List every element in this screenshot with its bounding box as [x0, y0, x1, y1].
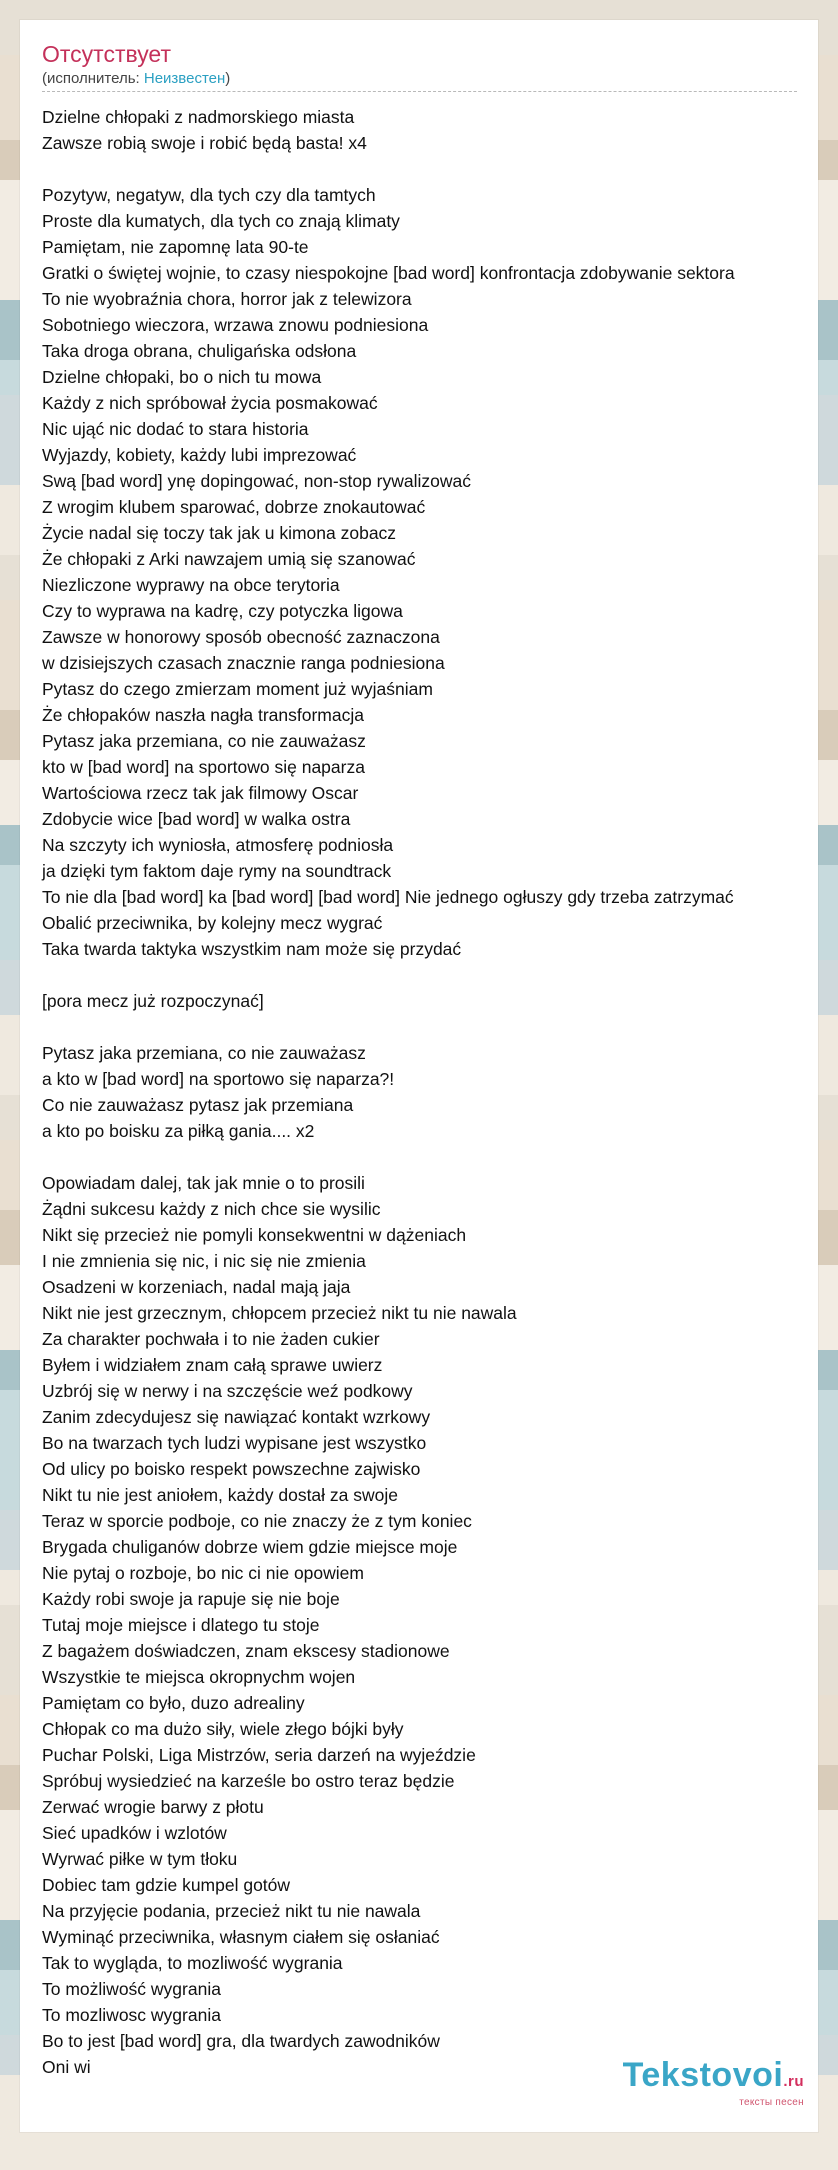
lyric-line: [pora mecz już rozpoczynać]: [42, 991, 264, 1011]
lyric-line: Gratki o świętej wojnie, to czasy niespokojne [bad word] konfrontacja zdobywanie sektora: [42, 263, 735, 283]
lyric-line: Wartościowa rzecz tak jak filmowy Oscar: [42, 783, 359, 803]
lyric-line: Życie nadal się toczy tak jak u kimona zobacz: [42, 523, 397, 543]
lyric-blank-line: [42, 1144, 818, 1170]
lyric-line: Wszystkie te miejsca okropnychm wojen: [42, 1667, 356, 1687]
lyric-line: Proste dla kumatych, dla tych co znają klimaty: [42, 211, 400, 231]
lyric-line: Dobiec tam gdzie kumpel gotów: [42, 1875, 291, 1895]
lyric-line: a kto w [bad word] na sportowo się naparza?!: [42, 1069, 395, 1089]
logo-main-text: Tekstovoi: [622, 2056, 784, 2094]
lyric-line: Byłem i widziałem znam całą sprawe uwierz: [42, 1355, 383, 1375]
lyric-line: w dzisiejszych czasach znacznie ranga podniesiona: [42, 653, 445, 673]
lyric-line: I nie zmnienia się nic, i nic się nie zmienia: [42, 1251, 366, 1271]
lyric-line: Tutaj moje miejsce i dlatego tu stoje: [42, 1615, 320, 1635]
lyric-line: Chłopak co ma dużo siły, wiele złego bójki były: [42, 1719, 404, 1739]
lyric-line: Wyrwać piłke w tym tłoku: [42, 1849, 238, 1869]
lyric-line: Swą [bad word] ynę dopingować, non-stop rywalizować: [42, 471, 471, 491]
lyric-line: Nikt się przecież nie pomyli konsekwentni w dążeniach: [42, 1225, 467, 1245]
lyric-line: Zawsze w honorowy sposób obecność zaznaczona: [42, 627, 440, 647]
lyric-line: Zanim zdecydujesz się nawiązać kontakt wzrkowy: [42, 1407, 431, 1427]
lyric-line: Sobotniego wieczora, wrzawa znowu podniesiona: [42, 315, 429, 335]
lyric-line: Osadzeni w korzeniach, nadal mają jaja: [42, 1277, 351, 1297]
lyric-line: Zdobycie wice [bad word] w walka ostra: [42, 809, 351, 829]
lyric-line: Pozytyw, negatyw, dla tych czy dla tamtych: [42, 185, 376, 205]
lyric-line: Niezliczone wyprawy na obce terytoria: [42, 575, 340, 595]
lyric-line: ja dzięki tym faktom daje rymy na soundtrack: [42, 861, 392, 881]
title-divider: [42, 91, 797, 92]
artist-line: [42, 70, 230, 88]
lyric-line: Tak to wygląda, to mozliwość wygrania: [42, 1953, 343, 1973]
lyric-line: Nic ująć nic dodać to stara historia: [42, 419, 309, 439]
song-title: Отсутствует: [42, 41, 171, 67]
lyric-line: Dzielne chłopaki, bo o nich tu mowa: [42, 367, 322, 387]
lyric-line: Pamiętam, nie zapomnę lata 90-te: [42, 237, 309, 257]
lyric-blank-line: [42, 156, 818, 182]
lyric-line: Na szczyty ich wyniosła, atmosferę podniosła: [42, 835, 394, 855]
lyric-line: Dzielne chłopaki z nadmorskiego miasta: [42, 107, 355, 127]
lyric-line: Zawsze robią swoje i robić będą basta! x4: [42, 133, 367, 153]
lyric-line: Nikt tu nie jest aniołem, każdy dostał za swoje: [42, 1485, 398, 1505]
lyric-line: Za charakter pochwała i to nie żaden cukier: [42, 1329, 380, 1349]
lyric-line: Wyjazdy, kobiety, każdy lubi imprezować: [42, 445, 357, 465]
lyric-line: Żądni sukcesu każdy z nich chce sie wysilic: [42, 1199, 381, 1219]
lyric-line: To nie wyobraźnia chora, horror jak z telewizora: [42, 289, 412, 309]
lyric-line: Oni wi: [42, 2057, 91, 2077]
lyric-line: Od ulicy po boisko respekt powszechne zajwisko: [42, 1459, 421, 1479]
lyric-line: To możliwość wygrania: [42, 1979, 221, 1999]
lyric-line: Pytasz do czego zmierzam moment już wyjaśniam: [42, 679, 433, 699]
lyric-line: Zerwać wrogie barwy z płotu: [42, 1797, 264, 1817]
lyric-line: Każdy robi swoje ja rapuje się nie boje: [42, 1589, 340, 1609]
lyric-line: Każdy z nich spróbował życia posmakować: [42, 393, 378, 413]
lyric-line: Nie pytaj o rozboje, bo nic ci nie opowiem: [42, 1563, 364, 1583]
lyric-line: Że chłopaków naszła nagła transformacja: [42, 705, 364, 725]
lyric-line: Pamiętam co było, duzo adrealiny: [42, 1693, 305, 1713]
lyric-blank-line: [42, 1014, 818, 1040]
lyric-line: kto w [bad word] na sportowo się naparza: [42, 757, 365, 777]
lyric-line: Obalić przeciwnika, by kolejny mecz wygrać: [42, 913, 383, 933]
logo-tagline: тексты песен: [739, 2097, 804, 2108]
lyric-line: Taka twarda taktyka wszystkim nam może się przydać: [42, 939, 462, 959]
lyric-line: Sieć upadków i wzlotów: [42, 1823, 227, 1843]
artist-link[interactable]: Неизвестен: [143, 70, 226, 87]
lyric-line: Co nie zauważasz pytasz jak przemiana: [42, 1095, 354, 1115]
lyric-line: Czy to wyprawa na kadrę, czy potyczka ligowa: [42, 601, 403, 621]
lyric-line: To nie dla [bad word] ka [bad word] [bad word] Nie jednego ogłuszy gdy trzeba zatrzymać: [42, 887, 734, 907]
lyric-line: Uzbrój się w nerwy i na szczęście weź podkowy: [42, 1381, 413, 1401]
lyrics-card: [20, 20, 818, 2132]
logo-suffix: .ru: [783, 2073, 804, 2090]
lyric-line: Spróbuj wysiedzieć na karześle bo ostro teraz będzie: [42, 1771, 455, 1791]
lyric-line: Z wrogim klubem sparować, dobrze znokautować: [42, 497, 426, 517]
lyric-line: Na przyjęcie podania, przecież nikt tu nie nawala: [42, 1901, 421, 1921]
lyric-line: Taka droga obrana, chuligańska odsłona: [42, 341, 357, 361]
lyric-line: Nikt nie jest grzecznym, chłopcem przecież nikt tu nie nawala: [42, 1303, 517, 1323]
lyric-line: To mozliwosc wygrania: [42, 2005, 221, 2025]
lyric-line: Wyminąć przeciwnika, własnym ciałem się osłaniać: [42, 1927, 440, 1947]
site-logo[interactable]: [623, 2058, 804, 2108]
lyric-line: Bo to jest [bad word] gra, dla twardych zawodników: [42, 2031, 440, 2051]
lyric-blank-line: [42, 962, 818, 988]
lyric-line: Że chłopaki z Arki nawzajem umią się szanować: [42, 549, 416, 569]
lyric-line: Opowiadam dalej, tak jak mnie o to prosili: [42, 1173, 365, 1193]
artist-prefix: (исполнитель:: [42, 70, 144, 87]
lyric-line: Pytasz jaka przemiana, co nie zauważasz: [42, 731, 366, 751]
lyrics-text: [42, 104, 818, 2080]
lyric-line: Pytasz jaka przemiana, co nie zauważasz: [42, 1043, 366, 1063]
lyric-line: Brygada chuliganów dobrze wiem gdzie miejsce moje: [42, 1537, 458, 1557]
lyric-line: Teraz w sporcie podboje, co nie znaczy że z tym koniec: [42, 1511, 472, 1531]
lyric-line: Bo na twarzach tych ludzi wypisane jest wszystko: [42, 1433, 427, 1453]
artist-suffix: ): [225, 70, 231, 87]
lyric-line: Puchar Polski, Liga Mistrzów, seria darzeń na wyjeździe: [42, 1745, 476, 1765]
lyric-line: Z bagażem doświadczen, znam ekscesy stadionowe: [42, 1641, 450, 1661]
lyric-line: a kto po boisku za piłką gania.... x2: [42, 1121, 315, 1141]
